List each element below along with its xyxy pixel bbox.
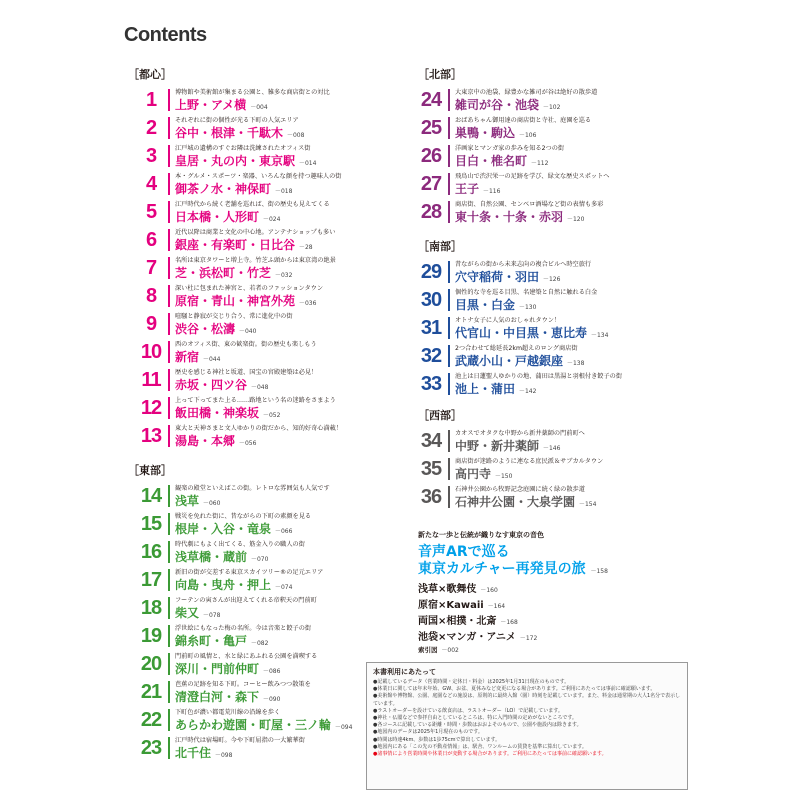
entry-page-num: 094 xyxy=(340,724,353,731)
entry-divider xyxy=(448,345,450,367)
section-header-toshin: ［都心］ xyxy=(128,68,172,81)
entry-page-num: 146 xyxy=(548,445,561,452)
entry-number: 25 xyxy=(420,117,442,139)
entry-page: －078 xyxy=(201,612,221,619)
entry-divider xyxy=(448,173,450,195)
entry-subtitle: 歴史を感じる神社と坂道、国宝の宮殿建築は必見！ xyxy=(175,369,318,376)
entry-number: 13 xyxy=(140,425,162,447)
entry-name-text: 向島・曳舟・押上 xyxy=(175,578,272,592)
entry-number: 16 xyxy=(140,541,162,563)
entry-page-num: 126 xyxy=(548,276,561,283)
entry-page-num: 008 xyxy=(292,132,305,139)
entry-name-text: 銀座・有楽町・日比谷 xyxy=(175,238,296,252)
entry-name xyxy=(455,96,560,113)
entry-divider xyxy=(168,653,170,675)
entry-name-text: 高円寺 xyxy=(455,467,492,481)
entry-name-text: 東十条・十条・赤羽 xyxy=(455,210,564,224)
entry-page: －102 xyxy=(541,104,561,111)
entry-name xyxy=(175,96,268,113)
entry-subtitle: それぞれに街の個性が光る下町の人気エリア xyxy=(175,117,299,124)
entry-number: 29 xyxy=(420,261,442,283)
entry-page-num: 074 xyxy=(280,584,293,591)
entry-page-num: 112 xyxy=(536,160,549,167)
entry-divider xyxy=(168,229,170,251)
entry-divider xyxy=(168,569,170,591)
entry-page: －094 xyxy=(333,724,353,731)
entry-number: 35 xyxy=(420,458,442,480)
entry-divider xyxy=(168,397,170,419)
entry-name-text: 穴守稲荷・羽田 xyxy=(455,270,540,284)
ar-title-line1[interactable]: 音声ARで巡る xyxy=(418,544,510,560)
entry-subtitle: 洋画家とマンガ家の歩みを知る2つの街 xyxy=(455,145,565,152)
ar-item[interactable] xyxy=(418,612,518,627)
ar-item-page: －160 xyxy=(478,587,498,594)
entry-name xyxy=(175,688,280,705)
entry-subtitle: 本・グルメ・スポーツ・楽器、いろんな顔を持つ趣味人の街 xyxy=(175,173,342,180)
entry-page: －036 xyxy=(297,300,317,307)
entry-subtitle: 上って下ってまた上る……路地という名の迷路をさまよう xyxy=(175,397,336,404)
entry-page: －126 xyxy=(541,276,561,283)
entry-page-num: 082 xyxy=(256,640,269,647)
ar-title-line2[interactable] xyxy=(418,558,608,578)
entry-page: －056 xyxy=(237,440,257,447)
entry-number: 15 xyxy=(140,513,162,535)
entry-divider xyxy=(448,117,450,139)
index-page-num: 002 xyxy=(447,647,459,654)
entry-name xyxy=(455,180,500,197)
entry-number: 11 xyxy=(141,369,161,391)
entry-number: 9 xyxy=(145,313,157,335)
entry-name-text: 渋谷・松濤 xyxy=(175,322,236,336)
ar-tagline: 新たな一歩と伝統が織りなす東京の音色 xyxy=(418,531,544,539)
entry-number: 34 xyxy=(420,430,442,452)
usage-notes-title: 本書利用にあたって xyxy=(373,668,436,676)
entry-name xyxy=(455,268,560,285)
entry-page: －112 xyxy=(529,160,549,167)
entry-page: －116 xyxy=(481,188,501,195)
entry-page-num: 040 xyxy=(244,328,257,335)
entry-page: －090 xyxy=(261,696,281,703)
entry-divider xyxy=(448,89,450,111)
entry-divider xyxy=(448,373,450,395)
entry-name xyxy=(455,493,596,510)
entry-page-num: 090 xyxy=(268,696,281,703)
entry-subtitle: 下町色が濃い都電荒川線の沿線を歩く xyxy=(175,709,281,716)
entry-name-text: 清澄白河・森下 xyxy=(175,690,260,704)
ar-item[interactable] xyxy=(418,628,537,643)
section-header-nishi: ［西部］ xyxy=(418,409,462,422)
entry-name xyxy=(175,492,220,509)
entry-name-text: 代官山・中目黒・恵比寿 xyxy=(455,326,588,340)
entry-number: 28 xyxy=(420,201,442,223)
usage-note-line: ●記載しているデータ（営業時間・定休日・料金）は2025年1月31日現在のものです。 xyxy=(373,679,570,685)
entry-name xyxy=(175,292,316,309)
entry-subtitle: 商店街、自然公園、センベロ酒場など街の表情も多彩 xyxy=(455,201,604,208)
entry-name xyxy=(455,380,536,397)
entry-name xyxy=(175,716,352,733)
entry-page-num: 098 xyxy=(220,752,233,759)
entry-page: －070 xyxy=(249,556,269,563)
entry-page-num: 056 xyxy=(244,440,257,447)
entry-divider xyxy=(168,341,170,363)
entry-page-num: 014 xyxy=(304,160,317,167)
entry-subtitle: 石神井公園から牧野記念庭園に続く緑の散歩道 xyxy=(455,486,585,493)
entry-page-num: 102 xyxy=(548,104,561,111)
entry-subtitle: 新旧の街が交差する東京スカイツリー®の足元エリア xyxy=(175,569,324,576)
entry-subtitle: 観楽の殿堂といえばこの街。レトロな雰囲気も人気です xyxy=(175,485,330,492)
ar-item-page-num: 172 xyxy=(525,635,538,642)
entry-name xyxy=(175,520,292,537)
entry-page: －018 xyxy=(273,188,293,195)
entry-name-text: 浅草橋・蔵前 xyxy=(175,550,248,564)
entry-name-text: 新宿 xyxy=(175,350,200,364)
entry-divider xyxy=(168,513,170,535)
entry-subtitle: 昔ながらの街から未来志向の複合ビルへ時空旅行 xyxy=(455,261,592,268)
ar-title-line2-text: 東京カルチャー再発見の旅 xyxy=(418,561,586,577)
entry-page: －066 xyxy=(273,528,293,535)
entry-page-num: 078 xyxy=(208,612,221,619)
entry-subtitle: 大東京中の池袋、緑豊かな雑司が谷は絶好の散歩道 xyxy=(455,89,598,96)
entry-number: 24 xyxy=(420,89,442,111)
entry-page: －014 xyxy=(297,160,317,167)
entry-divider xyxy=(168,201,170,223)
usage-note-line: ●休業日に関しては年末年始、GW、お盆、夏休みなど変更になる場合があります。ご利用にあたっては事前に確認願います。 xyxy=(373,686,656,693)
page-title: Contents xyxy=(124,24,207,46)
entry-subtitle: 西のオフィス街、東の歓楽街。街の歴史も楽しもう xyxy=(175,341,317,348)
entry-subtitle: 商店街が迷路のように連なる庶民派＆サブカルタウン xyxy=(455,458,604,465)
entry-number: 4 xyxy=(145,173,157,195)
entry-page-num: 032 xyxy=(280,272,293,279)
entry-number: 18 xyxy=(140,597,162,619)
entry-number: 5 xyxy=(145,201,157,223)
entry-subtitle: 2つ合わせて総延長2km超えのロング商店街 xyxy=(455,345,578,352)
ar-item-name: 両国×相撲・北斎 xyxy=(418,616,497,627)
entry-name-text: 北千住 xyxy=(175,746,212,760)
entry-page-num: 060 xyxy=(208,500,221,507)
entry-name-text: 芝・浜松町・竹芝 xyxy=(175,266,272,280)
entry-subtitle: 江戸時代は宿場町。今や下町屈指の一大繁華街 xyxy=(175,737,305,744)
ar-title-page: －158 xyxy=(590,568,608,575)
ar-title-page-num: 158 xyxy=(596,568,608,575)
entry-name-text: 中野・新井薬師 xyxy=(455,439,540,453)
entry-subtitle: カオスでオタクな中野から新井薬師の門前町へ xyxy=(455,430,585,437)
ar-item-page-num: 164 xyxy=(493,603,506,610)
usage-note-line: ●神社・仏閣などで参拝自由としているところは、特に入門時間の定めがないところです。 xyxy=(373,715,577,722)
entry-name xyxy=(175,264,292,281)
entry-name-text: 王子 xyxy=(455,182,480,196)
entry-name-text: 根岸・入谷・竜泉 xyxy=(175,522,272,536)
entry-page-num: 134 xyxy=(596,332,609,339)
entry-page-num: 066 xyxy=(280,528,293,535)
ar-item-page-num: 168 xyxy=(506,619,518,626)
entry-name xyxy=(175,236,313,253)
entry-subtitle: フーテンの寅さんが出迎えてくれる帝釈天の門前町 xyxy=(175,597,317,604)
entry-subtitle: 戦災を免れた街に、昔ながらの下町の素顔を見る xyxy=(175,513,312,520)
entry-divider xyxy=(168,709,170,731)
entry-name xyxy=(175,320,256,337)
ar-item-page: －164 xyxy=(485,603,506,610)
entry-divider xyxy=(448,145,450,167)
entry-page: －040 xyxy=(237,328,257,335)
entry-page: －024 xyxy=(261,216,281,223)
entry-subtitle: 江戸城の遺構のすぐお隣は洗練されたオフィス街 xyxy=(175,145,311,152)
entry-name xyxy=(175,208,280,225)
entry-page: －052 xyxy=(261,412,281,419)
entry-page-num: 024 xyxy=(268,216,281,223)
entry-number: 14 xyxy=(140,485,162,507)
entry-page: －150 xyxy=(493,473,513,480)
entry-divider xyxy=(168,145,170,167)
entry-number: 20 xyxy=(140,653,162,675)
entry-number: 27 xyxy=(420,173,442,195)
entry-page: －142 xyxy=(517,388,537,395)
entry-number: 17 xyxy=(140,569,162,591)
entry-name xyxy=(455,352,584,369)
entry-divider xyxy=(448,486,450,508)
entry-name-text: 浅草 xyxy=(175,494,200,508)
entry-name-text: 皇居・丸の内・東京駅 xyxy=(175,154,296,168)
usage-note-line: ●時間は時速4km、歩数は1歩75cmで算出しています。 xyxy=(373,736,501,743)
entry-divider xyxy=(168,369,170,391)
entry-subtitle: 時代劇にもよく出てくる、筋金入りの職人の街 xyxy=(175,541,305,548)
entry-page: －130 xyxy=(517,304,537,311)
index-map-link[interactable] xyxy=(418,645,459,654)
entry-name-text: 目白・椎名町 xyxy=(455,154,528,168)
entry-divider xyxy=(168,485,170,507)
entry-divider xyxy=(448,201,450,223)
entry-subtitle: 博物館や美術館が集まる公園と、雑多な商店街との対比 xyxy=(175,89,330,96)
section-header-kita: ［北部］ xyxy=(418,68,462,81)
entry-subtitle: 喧騒と静寂が交じり合う、常に進化中の街 xyxy=(175,313,293,320)
usage-note-line: ●地図内のデータは2025年1月現在のものです。 xyxy=(373,729,483,736)
entry-name xyxy=(175,432,256,449)
index-page: －002 xyxy=(439,647,459,654)
entry-name-text: 錦糸町・亀戸 xyxy=(175,634,248,648)
entry-page-num: 28 xyxy=(304,244,313,251)
entry-page: －044 xyxy=(201,356,221,363)
entry-page: －134 xyxy=(589,332,609,339)
entry-name xyxy=(175,576,292,593)
entry-number: 6 xyxy=(145,229,157,251)
entry-name-text: 池上・蒲田 xyxy=(455,382,516,396)
entry-name-text: 深川・門前仲町 xyxy=(175,662,260,676)
entry-divider xyxy=(448,458,450,480)
entry-number: 36 xyxy=(420,486,442,508)
usage-note-line: ●各コースに記載している距離・時間・歩数はおおよそのもので、公園や施設内は除きます。 xyxy=(373,722,582,729)
entry-name-text: 上野・アメ横 xyxy=(175,98,247,112)
entry-name-text: 目黒・白金 xyxy=(455,298,516,312)
entry-subtitle: 個性的な寺を巡る目黒、名建築と自然に触れる白金 xyxy=(455,289,598,296)
entry-number: 21 xyxy=(140,681,162,703)
entry-page: －120 xyxy=(565,216,585,223)
entry-subtitle: 名所は東京タワーと増上寺。竹芝ふ頭からは東京湾の絶景 xyxy=(175,257,336,264)
entry-page-num: 120 xyxy=(572,216,585,223)
entry-number: 22 xyxy=(140,709,162,731)
entry-divider xyxy=(168,313,170,335)
entry-name-text: 巣鴨・駒込 xyxy=(455,126,516,140)
entry-page: －032 xyxy=(273,272,293,279)
entry-page: －004 xyxy=(248,104,268,111)
entry-divider xyxy=(168,173,170,195)
usage-note-line: ●ラストオーダーを設けている飲食店は、ラストオーダー（LO）で記載しています。 xyxy=(373,707,563,714)
entry-number: 30 xyxy=(420,289,442,311)
entry-name-text: 谷中・根津・千駄木 xyxy=(175,126,284,140)
entry-name xyxy=(175,744,232,761)
entry-name xyxy=(455,296,536,313)
ar-item-name: 浅草×歌舞伎 xyxy=(418,584,477,595)
entry-page-num: 130 xyxy=(524,304,537,311)
entry-subtitle: 近代以降は商業と文化の中心地。アンテナショップも多い xyxy=(175,229,336,236)
entry-page: －074 xyxy=(273,584,293,591)
entry-page: －082 xyxy=(249,640,269,647)
entry-subtitle: 浮世絵にもなった梅の名所。今は音楽と餃子の街 xyxy=(175,625,312,632)
usage-notes-box xyxy=(366,662,688,790)
entry-divider xyxy=(168,117,170,139)
entry-page: －060 xyxy=(201,500,221,507)
entry-page-num: 018 xyxy=(280,188,293,195)
entry-page: －106 xyxy=(517,132,537,139)
entry-name-text: 日本橋・人形町 xyxy=(175,210,260,224)
ar-item-page-num: 160 xyxy=(486,587,498,594)
entry-divider xyxy=(448,289,450,311)
entry-divider xyxy=(168,285,170,307)
entry-page-num: 036 xyxy=(304,300,317,307)
entry-number: 10 xyxy=(140,341,162,363)
entry-page-num: 138 xyxy=(572,360,585,367)
entry-page-num: 004 xyxy=(256,104,268,111)
entry-divider xyxy=(168,737,170,759)
section-header-minami: ［南部］ xyxy=(418,240,462,253)
entry-name xyxy=(175,604,220,621)
entry-name-text: 飯田橋・神楽坂 xyxy=(175,406,260,420)
entry-name xyxy=(175,548,268,565)
entry-name-text: 御茶ノ水・神保町 xyxy=(175,182,272,196)
entry-page: －138 xyxy=(565,360,585,367)
entry-number: 3 xyxy=(145,145,157,167)
entry-divider xyxy=(448,430,450,452)
entry-number: 19 xyxy=(140,625,162,647)
entry-name xyxy=(175,152,316,169)
entry-subtitle: 深い杜に包まれた神宮と、若者のファッションタウン xyxy=(175,285,324,292)
entry-subtitle: 芭蕉の足跡を知る下町。コーヒー飲みつつ散策を xyxy=(175,681,311,688)
entry-name-text: 湯島・本郷 xyxy=(175,434,236,448)
usage-notes-body xyxy=(367,679,687,758)
entry-divider xyxy=(168,89,170,111)
usage-note-line: ●美術館や博物館、公園、庭園などの施設は、原則的に最終入館（園）時刻を記載しています。また、料金は通常期の大人1名分で表示しています。 xyxy=(373,693,681,707)
entry-number: 26 xyxy=(420,145,442,167)
entry-subtitle: 飛鳥山で渋沢栄一の足跡を学び、緑文な歴史スポットへ xyxy=(455,173,610,180)
ar-item-page: －168 xyxy=(498,619,518,626)
entry-name xyxy=(455,324,608,341)
ar-item[interactable] xyxy=(418,596,505,611)
entry-page: －154 xyxy=(577,501,597,508)
entry-name xyxy=(175,660,280,677)
ar-item[interactable] xyxy=(418,580,498,595)
entry-number: 1 xyxy=(145,89,157,111)
entry-divider xyxy=(168,541,170,563)
entry-page: －28 xyxy=(297,244,313,251)
entry-subtitle: オトナ女子に人気のおしゃれタウン！ xyxy=(455,317,561,324)
usage-note-warning: ●諸事情により営業時間や休業日が変動する場合があります。ご利用にあたっては事前に確認願います。 xyxy=(373,751,607,758)
entry-page: －086 xyxy=(261,668,281,675)
entry-page: －098 xyxy=(213,752,233,759)
entry-page-num: 048 xyxy=(256,384,269,391)
entry-name xyxy=(175,404,280,421)
entry-name xyxy=(455,437,560,454)
entry-name xyxy=(455,152,548,169)
ar-item-page: －172 xyxy=(517,635,538,642)
entry-divider xyxy=(168,625,170,647)
entry-page: －008 xyxy=(285,132,305,139)
entry-page-num: 044 xyxy=(208,356,221,363)
entry-number: 31 xyxy=(420,317,442,339)
entry-page-num: 052 xyxy=(268,412,281,419)
entry-page-num: 142 xyxy=(524,388,537,395)
entry-name-text: 武蔵小山・戸越銀座 xyxy=(455,354,564,368)
entry-page-num: 086 xyxy=(268,668,281,675)
entry-subtitle: 東大と天神さまと文人ゆかりの街だから、知的好奇心満載！ xyxy=(175,425,343,432)
entry-divider xyxy=(448,261,450,283)
entry-name xyxy=(175,180,292,197)
entry-divider xyxy=(168,597,170,619)
entry-name xyxy=(455,465,512,482)
entry-name xyxy=(175,348,220,365)
entry-divider xyxy=(168,257,170,279)
entry-number: 33 xyxy=(420,373,442,395)
entry-subtitle: おばあちゃん御用達の商店街と寺社、庭園を巡る xyxy=(455,117,592,124)
entry-page-num: 070 xyxy=(256,556,269,563)
entry-divider xyxy=(168,681,170,703)
entry-name xyxy=(175,376,268,393)
entry-page-num: 154 xyxy=(584,501,597,508)
entry-page-num: 150 xyxy=(500,473,513,480)
entry-page: －146 xyxy=(541,445,561,452)
entry-subtitle: 門前町の風情と、水と緑にあふれる公園を満喫する xyxy=(175,653,318,660)
entry-number: 8 xyxy=(145,285,157,307)
entry-name-text: 柴又 xyxy=(175,606,200,620)
ar-item-name: 原宿×Kawaii xyxy=(418,600,484,611)
entry-page-num: 116 xyxy=(488,188,501,195)
entry-number: 12 xyxy=(140,397,162,419)
entry-number: 23 xyxy=(140,737,162,759)
entry-page-num: 106 xyxy=(524,132,537,139)
entry-page: －048 xyxy=(249,384,269,391)
entry-name xyxy=(175,124,304,141)
usage-note-line: ●地図内にある「この先の不動産情報」は、駅舎、ワンルームの賃貸を基準に算出しています。 xyxy=(373,743,587,750)
entry-number: 7 xyxy=(145,257,157,279)
entry-subtitle: 江戸時代から続く老舗を巡れば、街の歴史も見えてくる xyxy=(175,201,330,208)
ar-item-name: 池袋×マンガ・アニメ xyxy=(418,632,516,643)
entry-name xyxy=(175,632,268,649)
entry-number: 32 xyxy=(420,345,442,367)
entry-name xyxy=(455,208,584,225)
entry-name xyxy=(455,124,536,141)
entry-name-text: 石神井公園・大泉学園 xyxy=(455,495,576,509)
entry-name-text: 原宿・青山・神宮外苑 xyxy=(175,294,296,308)
entry-subtitle: 池上は日蓮聖人ゆかりの地、蒲田は黒湯と羽根付き餃子の街 xyxy=(455,373,623,380)
entry-divider xyxy=(168,425,170,447)
entry-name-text: 雑司が谷・池袋 xyxy=(455,98,540,112)
entry-divider xyxy=(448,317,450,339)
entry-name-text: 赤坂・四ツ谷 xyxy=(175,378,248,392)
entry-name-text: あらかわ遊園・町屋・三ノ輪 xyxy=(175,718,332,732)
section-header-higashi: ［東部］ xyxy=(128,464,172,477)
index-label: 索引図 xyxy=(418,646,438,654)
entry-number: 2 xyxy=(145,117,157,139)
